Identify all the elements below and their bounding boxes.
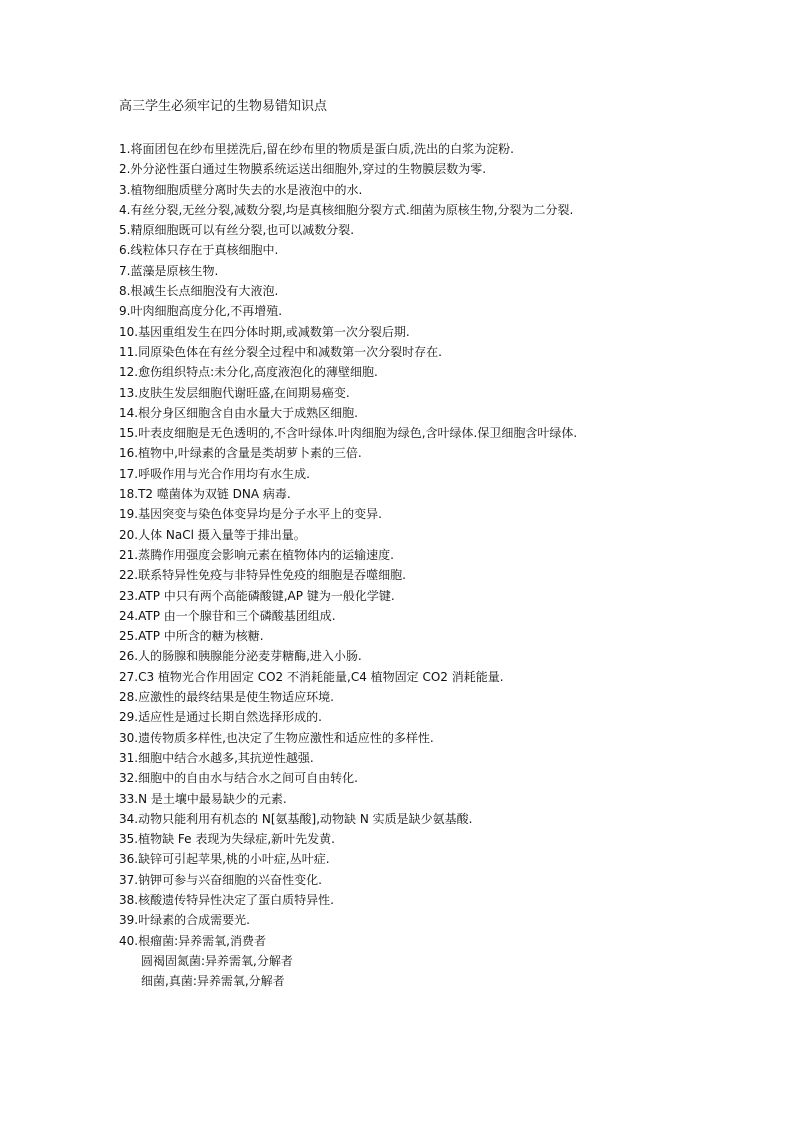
- knowledge-list: [119, 140, 779, 992]
- list-item: 31.细胞中结合水越多,其抗逆性越强.: [119, 750, 314, 765]
- list-item: 36.缺锌可引起苹果,桃的小叶症,丛叶症.: [119, 852, 330, 867]
- list-item: 22.联系特异性免疫与非特异性免疫的细胞是吞噬细胞.: [119, 568, 406, 583]
- list-sub-item: 圆褐固氮菌:异养需氧,分解者: [141, 953, 293, 968]
- list-item: 25.ATP 中所含的糖为核糖.: [119, 629, 264, 644]
- list-item: 15.叶表皮细胞是无色透明的,不含叶绿体.叶肉细胞为绿色,含叶绿体.保卫细胞含叶绿体.: [119, 426, 578, 441]
- list-item: 9.叶肉细胞高度分化,不再增殖.: [119, 304, 283, 319]
- list-item: 11.同原染色体在有丝分裂全过程中和减数第一次分裂时存在.: [119, 344, 442, 359]
- list-item: 23.ATP 中只有两个高能磷酸键,AP 键为一般化学键.: [119, 588, 395, 603]
- list-item: 29.适应性是通过长期自然选择形成的.: [119, 710, 322, 725]
- list-item: 27.C3 植物光合作用固定 CO2 不消耗能量,C4 植物固定 CO2 消耗能量.: [119, 669, 504, 684]
- list-item: 38.核酸遗传特异性决定了蛋白质特异性.: [119, 892, 334, 907]
- list-item: 13.皮肤生发层细胞代谢旺盛,在间期易癌变.: [119, 385, 350, 400]
- document-title: 高三学生必须牢记的生物易错知识点: [119, 99, 328, 114]
- list-item: 20.人体 NaCl 摄入量等于排出量。: [119, 527, 306, 542]
- list-item: 28.应激性的最终结果是使生物适应环境.: [119, 690, 334, 705]
- list-item: 14.根分身区细胞含自由水量大于成熟区细胞.: [119, 405, 358, 420]
- list-item: 4.有丝分裂,无丝分裂,减数分裂,均是真核细胞分裂方式.细菌为原核生物,分裂为二分裂.: [119, 202, 574, 217]
- list-item: 39.叶绿素的合成需要光.: [119, 913, 250, 928]
- list-item: 35.植物缺 Fe 表现为失绿症,新叶先发黄.: [119, 832, 335, 847]
- list-item: 26.人的肠腺和胰腺能分泌麦芽糖酶,进入小肠.: [119, 649, 362, 664]
- list-item: 2.外分泌性蛋白通过生物膜系统运送出细胞外,穿过的生物膜层数为零.: [119, 162, 487, 177]
- list-item: 12.愈伤组织特点:未分化,高度液泡化的薄壁细胞.: [119, 365, 378, 380]
- list-item: 32.细胞中的自由水与结合水之间可自由转化.: [119, 771, 358, 786]
- list-item: 1.将面团包在纱布里搓洗后,留在纱布里的物质是蛋白质,洗出的白浆为淀粉.: [119, 142, 514, 156]
- list-item: 3.植物细胞质壁分离时失去的水是液泡中的水.: [119, 182, 363, 197]
- list-item: 17.呼吸作用与光合作用均有水生成.: [119, 466, 310, 481]
- list-item: 8.根减生长点细胞没有大液泡.: [119, 284, 279, 299]
- list-item: 37.钠钾可参与兴奋细胞的兴奋性变化.: [119, 872, 322, 887]
- list-item: 33.N 是土壤中最易缺少的元素.: [119, 791, 287, 806]
- list-item: 6.线粒体只存在于真核细胞中.: [119, 243, 279, 258]
- list-item: 7.蓝藻是原核生物.: [119, 263, 219, 278]
- list-item: 10.基因重组发生在四分体时期,或减数第一次分裂后期.: [119, 324, 410, 339]
- list-item: 5.精原细胞既可以有丝分裂,也可以减数分裂.: [119, 223, 355, 238]
- list-item: 16.植物中,叶绿素的含量是类胡萝卜素的三倍.: [119, 446, 362, 461]
- list-item: 24.ATP 由一个腺苷和三个磷酸基团组成.: [119, 608, 336, 623]
- list-item: 34.动物只能利用有机态的 N[氨基酸],动物缺 N 实质是缺少氨基酸.: [119, 811, 473, 826]
- list-item: 21.蒸腾作用强度会影响元素在植物体内的运输速度.: [119, 547, 394, 562]
- list-item: 19.基因突变与染色体变异均是分子水平上的变异.: [119, 507, 382, 522]
- list-sub-item: 细菌,真菌:异养需氧,分解者: [141, 974, 285, 989]
- list-item: 30.遗传物质多样性,也决定了生物应激性和适应性的多样性.: [119, 730, 434, 745]
- list-item: 18.T2 噬菌体为双链 DNA 病毒.: [119, 487, 291, 502]
- list-item: 40.根瘤菌:异养需氧,消费者: [119, 933, 266, 948]
